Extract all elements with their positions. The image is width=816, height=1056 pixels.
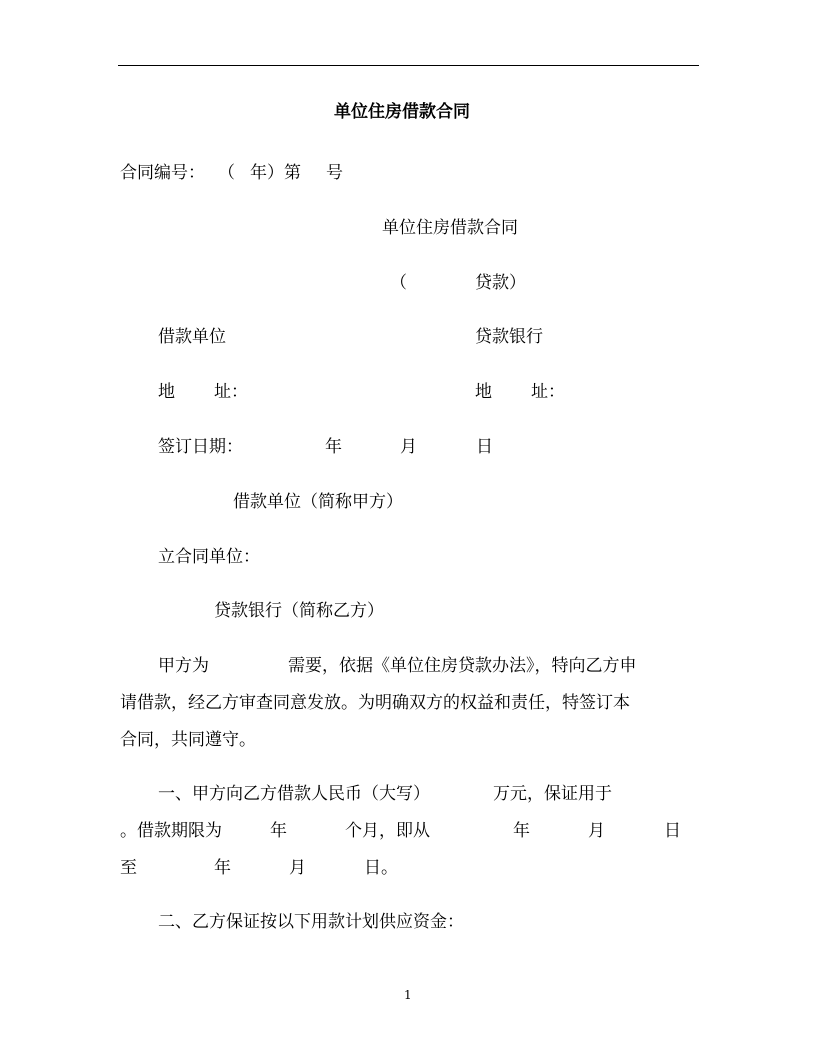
party-label: 立合同单位： xyxy=(158,547,260,567)
address-right-1: 地 xyxy=(475,382,492,402)
section1-from-month: 月 xyxy=(588,821,605,841)
sign-date-month: 月 xyxy=(400,437,417,457)
section1-from-year: 年 xyxy=(513,821,530,841)
para1-line3: 合同，共同遵守。 xyxy=(120,730,256,750)
lender-label: 贷款银行 xyxy=(475,327,543,347)
section1-term: 。借款期限为 xyxy=(120,821,222,841)
section1-to: 至 xyxy=(120,858,137,878)
cover-type-label: 贷款） xyxy=(475,273,526,293)
party-borrower: 借款单位（简称甲方） xyxy=(233,492,403,512)
contract-no-label: 合同编号： xyxy=(120,163,205,183)
section1-to-year: 年 xyxy=(214,858,231,878)
sign-date-year: 年 xyxy=(325,437,342,457)
contract-no-paren: （ xyxy=(218,163,235,183)
para1-line2: 请借款，经乙方审查同意发放。为明确双方的权益和责任，特签订本 xyxy=(120,693,630,713)
address-right-2: 址： xyxy=(531,382,565,402)
address-left-2: 址： xyxy=(214,382,248,402)
sign-date-label: 签订日期： xyxy=(158,437,243,457)
para1-start: 甲方为 xyxy=(158,656,209,676)
header-rule xyxy=(118,65,699,66)
party-lender: 贷款银行（简称乙方） xyxy=(214,601,384,621)
cover-title: 单位住房借款合同 xyxy=(382,218,518,238)
contract-no-num: 号 xyxy=(326,163,343,183)
section1-start: 一、甲方向乙方借款人民币（大写） xyxy=(158,784,430,804)
section1-cont: 万元，保证用于 xyxy=(493,784,612,804)
section1-from-day: 日 xyxy=(664,821,681,841)
borrower-label: 借款单位 xyxy=(158,327,226,347)
section1-to-day: 日。 xyxy=(364,858,398,878)
page-title: 单位住房借款合同 xyxy=(334,102,470,122)
section1-term-month: 个月，即从 xyxy=(345,821,430,841)
sign-date-day: 日 xyxy=(476,437,493,457)
page-number: 1 xyxy=(404,988,412,1002)
address-left-1: 地 xyxy=(158,382,175,402)
section1-term-year: 年 xyxy=(270,821,287,841)
cover-type-paren: （ xyxy=(390,273,407,293)
para1-cont: 需要，依据《单位住房贷款办法》，特向乙方申 xyxy=(288,656,637,676)
section1-to-month: 月 xyxy=(289,858,306,878)
contract-no-year: 年）第 xyxy=(250,163,301,183)
section2: 二、乙方保证按以下用款计划供应资金： xyxy=(158,912,464,932)
